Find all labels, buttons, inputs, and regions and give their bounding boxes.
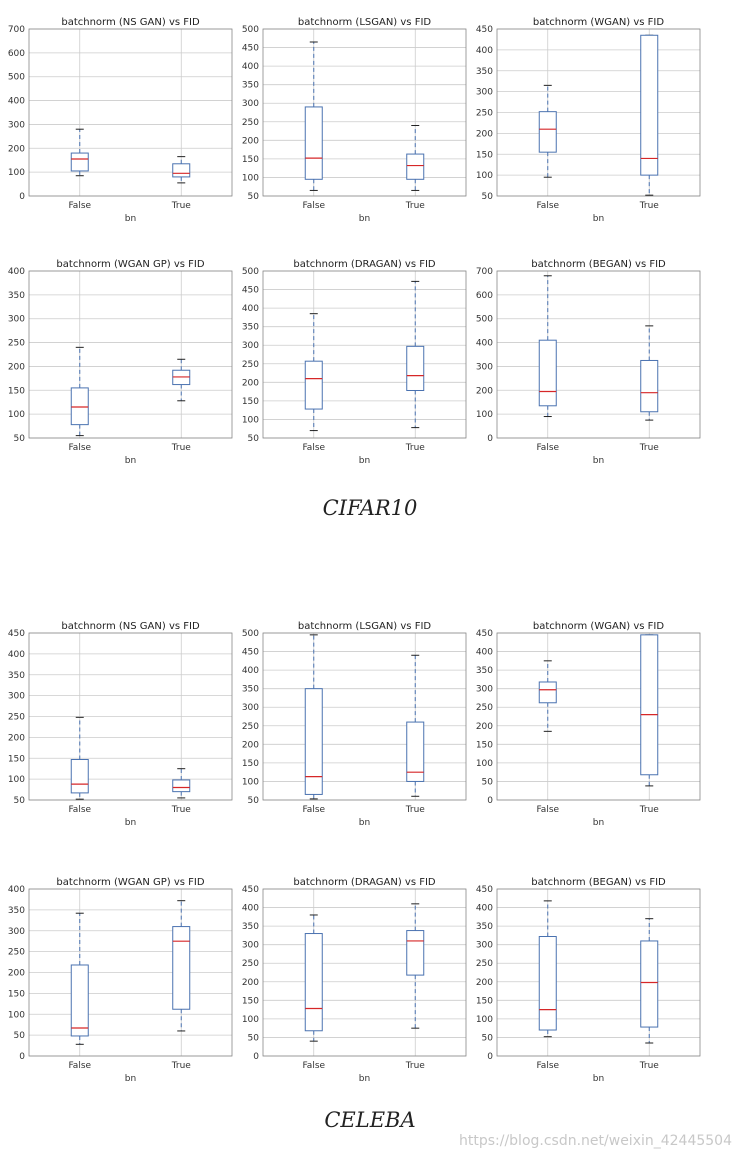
chart-title: batchnorm (WGAN GP) vs FID [56, 877, 205, 888]
y-tick-label: 150 [7, 989, 25, 1000]
box-true [641, 919, 658, 1043]
chart-title: batchnorm (DRAGAN) vs FID [293, 259, 436, 270]
box-false [71, 129, 88, 176]
box-true [173, 157, 190, 183]
box-false [305, 314, 322, 431]
box-iqr [71, 760, 88, 793]
y-tick-label: 250 [7, 712, 25, 723]
y-tick-label: 400 [241, 903, 259, 914]
boxplot-panel-celeba-6 [476, 877, 700, 1084]
y-tick-label: 150 [7, 754, 25, 765]
y-tick-label: 200 [475, 721, 493, 732]
x-tick-label: True [405, 201, 425, 211]
y-tick-label: 150 [475, 150, 493, 161]
chart-title: batchnorm (DRAGAN) vs FID [293, 877, 436, 888]
y-tick-label: 300 [475, 940, 493, 951]
y-tick-label: 200 [7, 733, 25, 744]
box-iqr [641, 35, 658, 175]
plot-frame [263, 889, 466, 1056]
y-tick-label: 50 [247, 796, 259, 806]
y-tick-label: 200 [241, 136, 259, 147]
y-tick-label: 450 [475, 25, 493, 35]
y-tick-label: 200 [475, 977, 493, 988]
y-tick-label: 450 [7, 629, 25, 639]
chart-title: batchnorm (NS GAN) vs FID [61, 621, 200, 632]
box-true [641, 35, 658, 195]
y-tick-label: 150 [475, 996, 493, 1007]
x-axis-label: bn [124, 1074, 137, 1084]
y-tick-label: 100 [7, 1010, 25, 1021]
boxplot-panel-celeba-3 [476, 621, 700, 828]
x-tick-label: False [536, 1061, 560, 1071]
box-false [305, 42, 322, 190]
y-tick-label: 100 [241, 415, 259, 426]
plot-frame [497, 633, 700, 800]
y-tick-label: 250 [475, 959, 493, 970]
y-tick-label: 400 [241, 304, 259, 315]
y-tick-label: 400 [241, 62, 259, 73]
box-iqr [641, 941, 658, 1027]
y-tick-label: 150 [241, 154, 259, 165]
y-tick-label: 200 [7, 144, 25, 155]
x-tick-label: False [536, 805, 560, 815]
x-tick-label: True [639, 1061, 659, 1071]
y-tick-label: 250 [7, 947, 25, 958]
x-tick-label: True [171, 443, 191, 453]
box-iqr [407, 154, 424, 179]
y-tick-label: 500 [241, 267, 259, 277]
x-tick-label: True [171, 1061, 191, 1071]
x-tick-label: False [302, 1061, 326, 1071]
box-iqr [539, 112, 556, 152]
y-tick-label: 400 [475, 647, 493, 658]
y-tick-label: 250 [475, 108, 493, 119]
x-axis-label: bn [592, 818, 605, 828]
y-tick-label: 50 [13, 796, 25, 806]
y-tick-label: 300 [475, 684, 493, 695]
x-tick-label: False [68, 805, 92, 815]
y-tick-label: 50 [247, 1033, 259, 1044]
x-tick-label: True [171, 201, 191, 211]
y-tick-label: 400 [475, 338, 493, 349]
plot-frame [497, 271, 700, 438]
boxplot-panel-cifar10-2 [242, 17, 466, 224]
y-tick-label: 300 [7, 120, 25, 131]
x-tick-label: False [68, 1061, 92, 1071]
box-iqr [305, 934, 322, 1031]
y-tick-label: 300 [241, 99, 259, 110]
y-tick-label: 100 [7, 775, 25, 786]
x-axis-label: bn [358, 456, 371, 466]
x-tick-label: False [68, 201, 92, 211]
box-false [539, 901, 556, 1037]
chart-title: batchnorm (WGAN GP) vs FID [56, 259, 205, 270]
box-iqr [71, 388, 88, 425]
y-tick-label: 450 [241, 885, 259, 895]
y-tick-label: 400 [475, 45, 493, 56]
y-tick-label: 450 [241, 647, 259, 658]
y-tick-label: 100 [475, 171, 493, 182]
y-tick-label: 50 [247, 434, 259, 444]
x-axis-label: bn [592, 456, 605, 466]
y-tick-label: 350 [7, 670, 25, 681]
y-tick-label: 200 [241, 378, 259, 389]
y-tick-label: 50 [481, 1033, 493, 1044]
plot-frame [497, 889, 700, 1056]
y-tick-label: 600 [7, 48, 25, 59]
y-tick-label: 250 [7, 338, 25, 349]
boxplot-panel-cifar10-5 [242, 259, 466, 466]
box-false [539, 276, 556, 417]
y-tick-label: 400 [7, 96, 25, 107]
x-tick-label: False [302, 201, 326, 211]
chart-title: batchnorm (WGAN) vs FID [532, 17, 665, 28]
chart-title: batchnorm (NS GAN) vs FID [61, 17, 200, 28]
boxplot-panel-celeba-5 [242, 877, 466, 1084]
y-tick-label: 50 [481, 777, 493, 788]
box-iqr [539, 682, 556, 703]
y-tick-label: 0 [487, 1052, 493, 1062]
y-tick-label: 150 [7, 386, 25, 397]
y-tick-label: 250 [475, 703, 493, 714]
y-tick-label: 450 [475, 629, 493, 639]
chart-title: batchnorm (WGAN) vs FID [532, 621, 665, 632]
y-tick-label: 0 [487, 434, 493, 444]
y-tick-label: 350 [241, 80, 259, 91]
plot-frame [263, 29, 466, 196]
y-tick-label: 300 [475, 362, 493, 373]
chart-title: batchnorm (BEGAN) vs FID [531, 259, 666, 270]
boxplot-panel-celeba-2 [242, 621, 466, 828]
y-tick-label: 100 [475, 758, 493, 769]
y-tick-label: 100 [241, 1014, 259, 1025]
y-tick-label: 450 [475, 885, 493, 895]
x-tick-label: True [405, 443, 425, 453]
y-tick-label: 400 [241, 666, 259, 677]
boxplot-panel-cifar10-4 [8, 259, 232, 466]
y-tick-label: 300 [241, 940, 259, 951]
section-label-celeba: CELEBA [324, 1108, 416, 1132]
x-axis-label: bn [358, 214, 371, 224]
x-axis-label: bn [358, 1074, 371, 1084]
boxplot-panel-cifar10-6 [476, 259, 700, 466]
y-tick-label: 300 [7, 314, 25, 325]
plot-frame [263, 633, 466, 800]
y-tick-label: 300 [7, 926, 25, 937]
boxplot-panel-cifar10-3 [476, 17, 700, 224]
box-true [641, 635, 658, 786]
y-tick-label: 300 [7, 691, 25, 702]
x-tick-label: False [68, 443, 92, 453]
box-true [407, 281, 424, 427]
y-tick-label: 100 [7, 168, 25, 179]
y-tick-label: 0 [253, 1052, 259, 1062]
x-axis-label: bn [592, 1074, 605, 1084]
chart-title: batchnorm (LSGAN) vs FID [297, 17, 432, 28]
y-tick-label: 300 [241, 703, 259, 714]
chart-title: batchnorm (BEGAN) vs FID [531, 877, 666, 888]
y-tick-label: 150 [241, 396, 259, 407]
y-tick-label: 0 [19, 192, 25, 202]
y-tick-label: 450 [241, 285, 259, 296]
y-tick-label: 200 [241, 740, 259, 751]
y-tick-label: 450 [241, 43, 259, 54]
box-iqr [173, 927, 190, 1010]
x-tick-label: True [171, 805, 191, 815]
y-tick-label: 100 [475, 1014, 493, 1025]
y-tick-label: 500 [241, 629, 259, 639]
y-tick-label: 350 [475, 666, 493, 677]
x-axis-label: bn [124, 456, 137, 466]
box-iqr [173, 164, 190, 177]
plot-frame [29, 271, 232, 438]
x-axis-label: bn [124, 818, 137, 828]
box-iqr [71, 965, 88, 1036]
x-tick-label: False [536, 443, 560, 453]
plot-frame [29, 29, 232, 196]
x-tick-label: False [536, 201, 560, 211]
y-tick-label: 100 [475, 410, 493, 421]
boxplot-panel-celeba-1 [8, 621, 232, 828]
y-tick-label: 50 [13, 1031, 25, 1042]
y-tick-label: 700 [7, 25, 25, 35]
y-tick-label: 350 [475, 66, 493, 77]
plot-frame [263, 271, 466, 438]
y-tick-label: 200 [7, 362, 25, 373]
x-tick-label: False [302, 443, 326, 453]
y-tick-label: 400 [475, 903, 493, 914]
y-tick-label: 150 [241, 758, 259, 769]
y-tick-label: 300 [241, 341, 259, 352]
y-tick-label: 350 [241, 322, 259, 333]
box-iqr [407, 346, 424, 390]
box-iqr [539, 937, 556, 1031]
y-tick-label: 200 [475, 129, 493, 140]
y-tick-label: 150 [475, 740, 493, 751]
x-axis-label: bn [358, 818, 371, 828]
y-tick-label: 600 [475, 290, 493, 301]
y-tick-label: 250 [241, 721, 259, 732]
y-tick-label: 500 [7, 72, 25, 83]
boxplot-panel-cifar10-1 [8, 17, 232, 224]
y-tick-label: 700 [475, 267, 493, 277]
x-axis-label: bn [124, 214, 137, 224]
y-tick-label: 350 [475, 922, 493, 933]
box-iqr [305, 361, 322, 409]
x-tick-label: True [405, 1061, 425, 1071]
watermark: https://blog.csdn.net/weixin_42445504 [458, 1133, 732, 1149]
y-tick-label: 0 [19, 1052, 25, 1062]
y-tick-label: 150 [241, 996, 259, 1007]
x-axis-label: bn [592, 214, 605, 224]
y-tick-label: 50 [13, 434, 25, 444]
y-tick-label: 350 [241, 684, 259, 695]
y-tick-label: 200 [475, 386, 493, 397]
box-iqr [641, 360, 658, 411]
y-tick-label: 250 [241, 959, 259, 970]
x-tick-label: True [405, 805, 425, 815]
box-false [305, 915, 322, 1041]
x-tick-label: True [639, 805, 659, 815]
x-tick-label: True [639, 201, 659, 211]
x-tick-label: False [302, 805, 326, 815]
y-tick-label: 100 [7, 410, 25, 421]
y-tick-label: 100 [241, 777, 259, 788]
box-false [539, 661, 556, 732]
y-tick-label: 400 [7, 649, 25, 660]
chart-title: batchnorm (LSGAN) vs FID [297, 621, 432, 632]
y-tick-label: 400 [7, 267, 25, 277]
boxplot-panel-celeba-4 [8, 877, 232, 1084]
y-tick-label: 50 [481, 192, 493, 202]
y-tick-label: 50 [247, 192, 259, 202]
y-tick-label: 350 [7, 290, 25, 301]
y-tick-label: 200 [241, 977, 259, 988]
y-tick-label: 500 [241, 25, 259, 35]
y-tick-label: 400 [7, 885, 25, 895]
y-tick-label: 100 [241, 173, 259, 184]
y-tick-label: 0 [487, 796, 493, 806]
y-tick-label: 350 [7, 905, 25, 916]
box-false [305, 635, 322, 799]
box-iqr [305, 107, 322, 179]
y-tick-label: 200 [7, 968, 25, 979]
box-true [407, 655, 424, 796]
y-tick-label: 300 [475, 87, 493, 98]
box-iqr [173, 780, 190, 792]
box-iqr [71, 153, 88, 171]
x-tick-label: True [639, 443, 659, 453]
y-tick-label: 350 [241, 922, 259, 933]
box-iqr [305, 689, 322, 795]
box-iqr [641, 635, 658, 775]
box-iqr [539, 340, 556, 406]
section-label-cifar10: CIFAR10 [322, 496, 418, 520]
box-iqr [407, 931, 424, 976]
y-tick-label: 250 [241, 117, 259, 128]
y-tick-label: 500 [475, 314, 493, 325]
y-tick-label: 250 [241, 359, 259, 370]
